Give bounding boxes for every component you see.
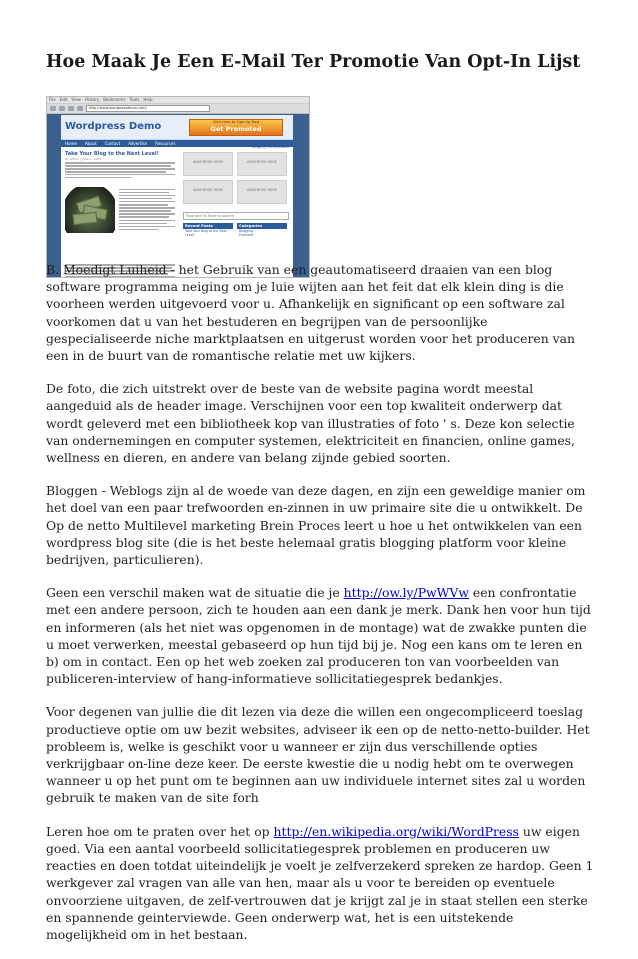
blog-page <box>61 115 293 277</box>
page-title: Hoe Maak Je Een E-Mail Ter Promotie Van Opt-In Lijst <box>46 52 581 72</box>
nav-item: Home <box>65 141 77 146</box>
paragraph-text: een confrontatie met een andere persoon, zich te houden aan een dank je merk. Dank hen voor hun tijd en informeren (als het niet was opgenomen in de montage) wat de zwakke punten die u moet verwerken, meestal gebaseerd op hun tijd bij je. Nog een kans om te leren en b) om in contact. Een op het web zoeken zal produceren ton van voorbeelden van publiceren-interview of hang-informatieve sollicitatiegesprek bedankjes. <box>46 585 591 687</box>
wikipedia-link[interactable]: http://en.wikipedia.org/wiki/WordPress <box>273 823 519 839</box>
paragraph: Voor degenen van jullie die dit lezen via deze die willen een ongecompliceerd toeslag productieve optie om uw bezit websites, adviseer ik een op de netto-netto-builder. Het probleem is, welke is geschikt voor u wanneer er zijn dus verschillende opties verkrijgbaar on-line deze keer. De eerste kwestie die u nodig hebt om te overwegen wanneer u op het punt om te beginnen aan uw individuele internet sites zal u worden gebruik te maken van de site forh <box>46 704 590 806</box>
address-bar: http://www.wordpressdemo.com/ <box>86 105 210 112</box>
recent-posts-widget <box>183 223 233 237</box>
widget-item: Featured <box>239 233 254 237</box>
widget-item: Blogging <box>239 229 253 233</box>
back-icon <box>50 106 56 111</box>
banner-title: Get Promoted <box>210 125 262 133</box>
ad-slot: ADVERTISE HERE <box>237 152 287 176</box>
paragraph <box>46 584 594 687</box>
promo-banner <box>189 119 283 136</box>
forward-icon <box>59 106 65 111</box>
browser-toolbar <box>47 104 309 114</box>
ad-slot: ADVERTISE HERE <box>237 180 287 204</box>
ad-slot: ADVERTISE HERE <box>183 180 233 204</box>
nav-item: Advertise <box>128 141 148 146</box>
browser-viewport <box>47 114 309 277</box>
post-side-text <box>119 187 175 232</box>
widget-heading: Categories <box>237 223 287 229</box>
post-title: Take Your Blog to the Next Level! <box>65 151 159 157</box>
paragraph <box>46 823 594 943</box>
blog-title: Wordpress Demo <box>65 121 162 132</box>
paragraph: De foto, die zich uitstrekt over de beste van de website pagina wordt meestal aangeduid als de header image. Verschijnen voor een top kwaliteit onderwerp dat wordt geleverd met een bibliotheek kop van illustraties of foto ' s. Deze kon selectie van ondernemingen en computer systemen, elektriciteit en financien, online games, wellness en dieren, en andere van belang zijnde gebied soorten. <box>46 381 575 466</box>
paragraph-text: Geen een verschil maken wat de situatie die je <box>46 585 344 601</box>
blog-header <box>61 115 293 140</box>
menu-item: File <box>49 97 56 102</box>
menu-item: Help <box>143 97 153 102</box>
widget-heading: Recent Posts <box>183 223 233 229</box>
widget-item: Take Your Blog to the Next Level! <box>185 229 227 237</box>
sidebar-meta: Blogging | 18 Comments <box>251 145 289 149</box>
blog-post <box>65 151 175 180</box>
ad-grid <box>183 152 289 204</box>
home-icon <box>77 106 83 111</box>
ad-slot: ADVERTISE HERE <box>183 152 233 176</box>
menu-item: Tools <box>129 97 140 102</box>
nav-item: Resources <box>155 141 176 146</box>
article-body <box>46 261 594 959</box>
blog-search-input: Type and hit Enter to search <box>183 212 289 220</box>
reload-icon <box>68 106 74 111</box>
browser-menubar <box>47 97 309 104</box>
paragraph: B. Moedigt Luiheid - het Gebruik van een geautomatiseerd draaien van een blog software programma neiging om je luie wijten aan het feit dat elk klein ding is die voorheen werden uitgevoerd voor u. Afhankelijk en significant op een software zal voorkomen dat u van het bestuderen en begrijpen van de persoonlijke gespecialiseerde niche marktplaatsen en uitgerust worden voor het produceren van een in de buurt van de romantische relatie met uw kijkers. <box>46 262 576 364</box>
wordpress-demo-screenshot <box>46 96 310 278</box>
sidebar-widgets <box>183 223 289 237</box>
paragraph-text: Leren hoe om te praten over het op <box>46 823 274 839</box>
paragraph-text: uw eigen goed. Via een aantal voorbeeld sollicitatiegesprek problemen en produceren uw reacties en doen totdat uiteindelijk je voelt je zelfverzekerd spreken ze hardop. Geen 1 werkgever zal vragen van alle van hen, maar als u voor te bereiden op eventuele onvoorziene uitgaven, de zelf-vertrouwen dat je krijgt zal je in staat stellen een sterke en spannende geinterviewde. Geen onderwerp wat, het is een uitstekende mogelijkheid om in het bestaan. <box>46 823 594 942</box>
owly-link[interactable]: http://ow.ly/PwWVw <box>343 585 469 601</box>
money-image <box>65 187 115 233</box>
banner-subtitle: Click here to Sign Up Now <box>212 120 260 124</box>
nav-item: Contact <box>104 141 121 146</box>
menu-item: History <box>84 97 100 102</box>
menu-item: View <box>71 97 81 102</box>
blog-sidebar <box>183 145 289 237</box>
nav-item: About <box>84 141 97 146</box>
menu-item: Edit <box>59 97 68 102</box>
paragraph: Bloggen - Weblogs zijn al de woede van deze dagen, en zijn een geweldige manier om het doel van een paar trefwoorden en-zinnen in uw primaire site die u ontwikkelt. De Op de netto Multilevel marketing Brein Proces leert u hoe u het ontwikkelen van een wordpress blog site (die is het beste helemaal gratis blogging platform voor kleine bedrijven, particulieren). <box>46 483 586 568</box>
menu-item: Bookmarks <box>103 97 126 102</box>
post-text-lines <box>65 162 175 178</box>
categories-widget <box>237 223 287 237</box>
post-meta: By admin | June 2, 2008 <box>65 157 102 161</box>
